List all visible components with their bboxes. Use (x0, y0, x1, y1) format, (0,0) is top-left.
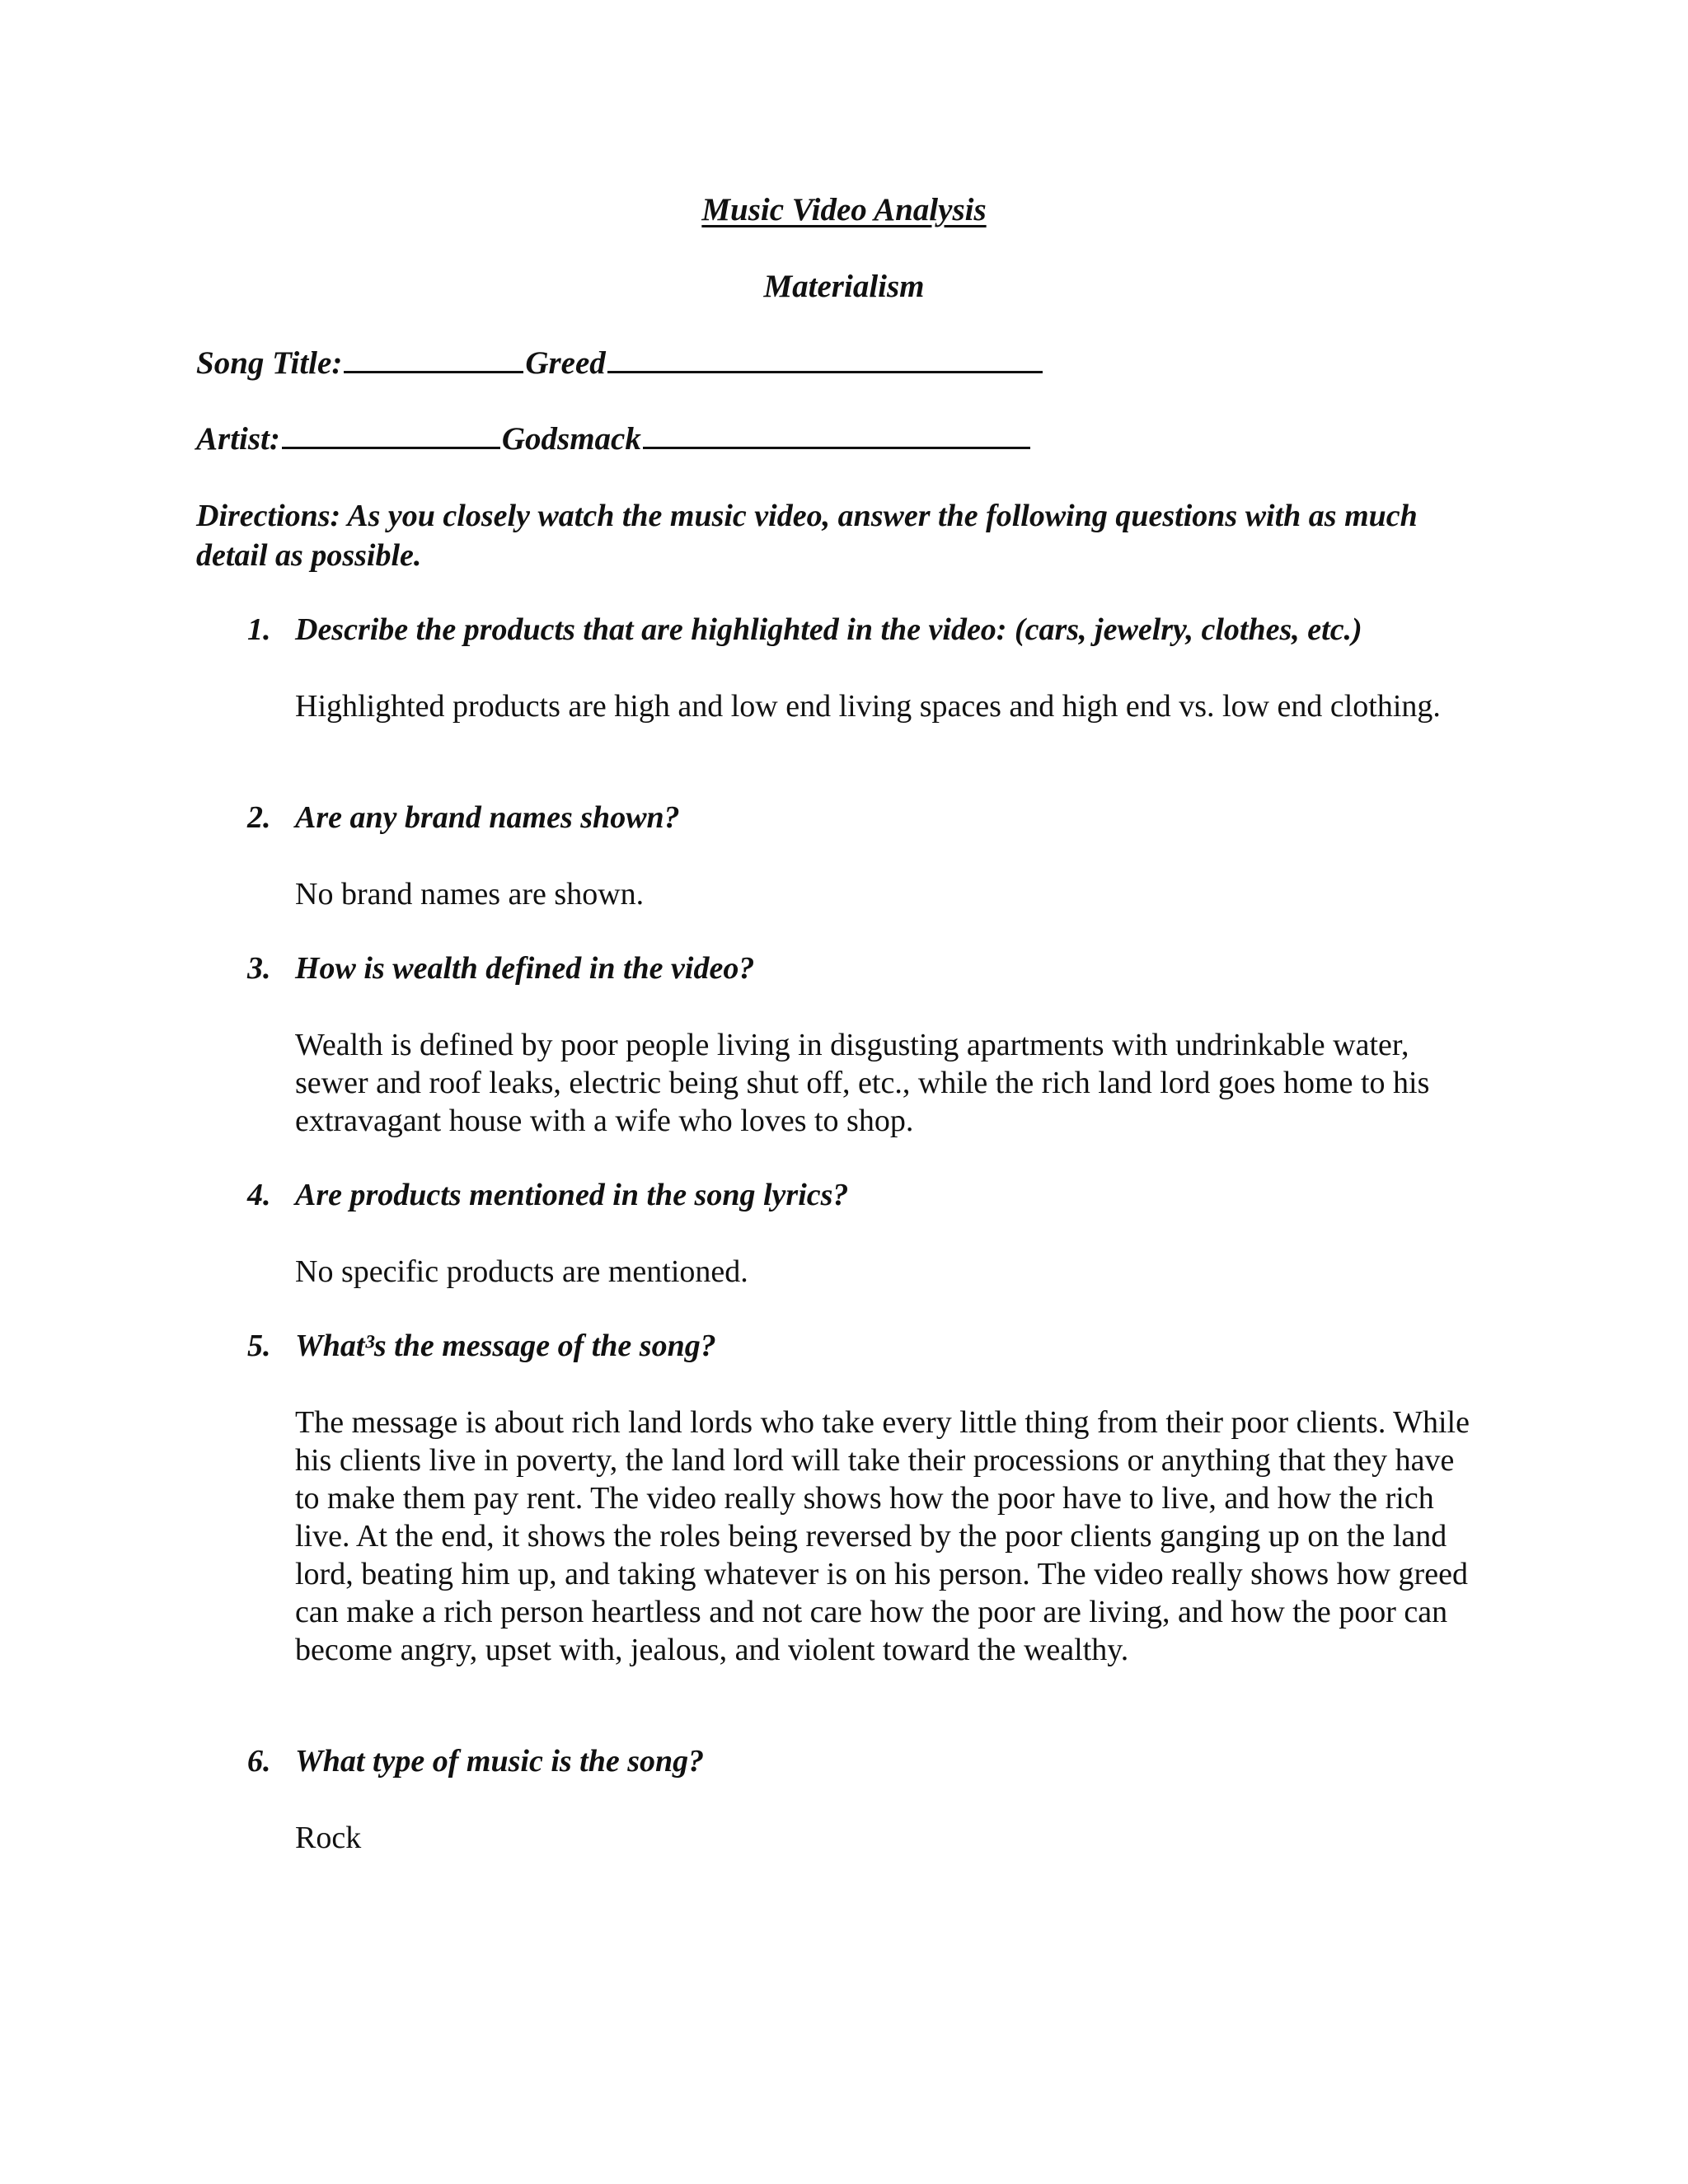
blank-line (344, 346, 523, 373)
question-1 (247, 612, 1362, 648)
question-4 (247, 1177, 848, 1213)
question-3 (247, 950, 754, 987)
answer-4: No specific products are mentioned. (295, 1254, 748, 1289)
question-text: What type of music is the song? (295, 1744, 705, 1779)
artist-label: Artist: (196, 421, 280, 457)
question-text: Are any brand names shown? (295, 800, 680, 835)
question-text: What³s the message of the song? (295, 1329, 716, 1363)
blank-line (282, 422, 500, 449)
question-number: 1. (247, 612, 271, 647)
artist-field (196, 420, 1032, 457)
page-title: Music Video Analysis (701, 192, 987, 227)
page-subtitle: Materialism (763, 269, 925, 304)
song-title-field (196, 344, 1044, 382)
question-6 (247, 1743, 704, 1779)
answer-2: No brand names are shown. (295, 877, 645, 912)
question-number: 6. (247, 1744, 271, 1779)
song-title-value: Greed (525, 345, 606, 381)
question-text: How is wealth defined in the video? (295, 951, 755, 986)
question-2 (247, 799, 680, 836)
blank-line (607, 346, 1043, 373)
question-text: Describe the products that are highlighted in the video: (cars, jewelry, clothes, etc.) (295, 612, 1362, 647)
blank-line (643, 422, 1030, 449)
question-number: 2. (247, 800, 271, 835)
question-number: 4. (247, 1178, 271, 1212)
question-5 (247, 1328, 716, 1364)
song-title-label: Song Title: (196, 345, 343, 381)
artist-value: Godsmack (501, 421, 641, 457)
answer-6: Rock (295, 1821, 362, 1855)
directions-text: Directions: As you closely watch the music video, answer the following questions with as much detail as possible. (196, 499, 1418, 573)
answer-5: The message is about rich land lords who take every little thing from their poor clients. While his clients live in poverty, the land lord will take their processions or anything that they have to make them pay rent. The video really shows how the poor have to live, and how the rich live. At the end, it shows the roles being reversed by the poor clients ganging up on the land lord, beating him up, and taking whatever is on his person. The video really shows how greed can make a rich person heartless and not care how the poor are living, and how the poor can become angry, upset with, jealous, and violent toward the wealthy. (295, 1405, 1470, 1667)
answer-3: Wealth is defined by poor people living in disgusting apartments with undrinkable water, sewer and roof leaks, electric being shut off, etc., while the rich land lord goes home to his extravagant house with a wife who loves to shop. (295, 1028, 1430, 1138)
question-number: 5. (247, 1329, 271, 1363)
question-text: Are products mentioned in the song lyrics? (295, 1178, 849, 1212)
question-number: 3. (247, 951, 271, 986)
answer-1: Highlighted products are high and low end living spaces and high end vs. low end clothing. (295, 689, 1441, 724)
